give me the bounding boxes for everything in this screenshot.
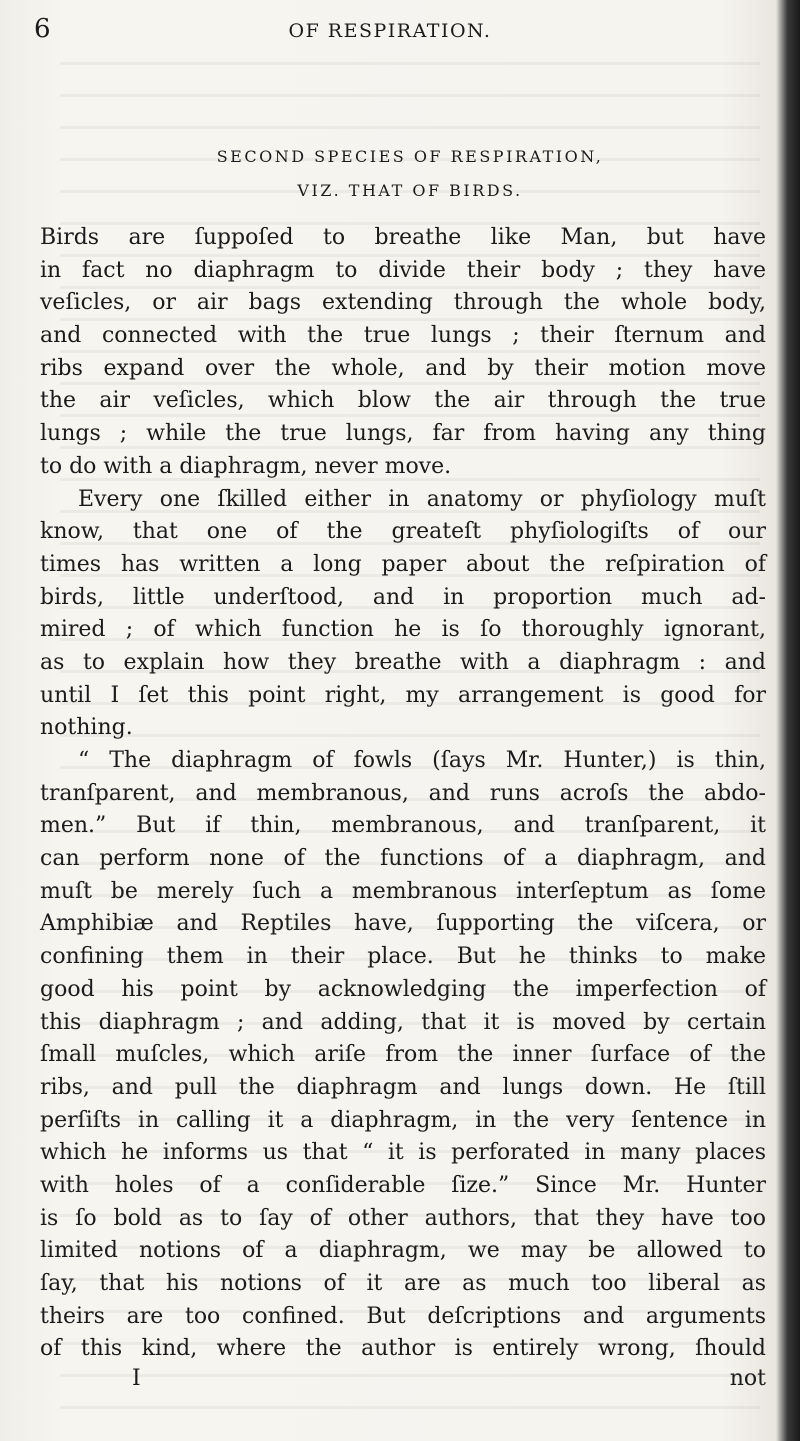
text-line: ribs expand over the whole, and by their motion move (40, 355, 766, 381)
section-title-line-2: VIZ. THAT OF BIRDS. (297, 181, 523, 200)
text-line: to do with a diaphragm, never move. (40, 453, 452, 479)
text-line: ſmall muſcles, which ariſe from the inner ſurface of the (40, 1042, 766, 1068)
text-line: “ The diaphragm of fowls (ſays Mr. Hunter,) is thin, (78, 748, 766, 773)
text-line: tranſparent, and membranous, and runs acroſs the abdo- (40, 780, 766, 806)
text-line: confining them in their place. But he thinks to make (40, 944, 766, 970)
text-line: and connected with the true lungs ; their ſternum and (40, 323, 766, 349)
signature-mark: I (132, 1366, 141, 1391)
text-line: theirs are too confined. But deſcriptions and arguments (40, 1303, 766, 1329)
page-header (0, 14, 780, 50)
page-footer (40, 1360, 766, 1400)
text-line: perſiſts in calling it a diaphragm, in the very ſentence in (40, 1107, 766, 1133)
text-line: ribs, and pull the diaphragm and lungs down. He ſtill (40, 1074, 766, 1100)
running-head: OF RESPIRATION. (288, 20, 492, 42)
section-title-line-1: SECOND SPECIES OF RESPIRATION, (216, 147, 604, 166)
text-line: this diaphragm ; and adding, that it is moved by certain (40, 1009, 766, 1035)
text-line: is ſo bold as to ſay of other authors, that they have too (40, 1205, 766, 1231)
text-line: which he informs us that “ it is perforated in many places (40, 1140, 766, 1166)
text-line: mired ; of which function he is ſo thoroughly ignorant, (40, 617, 766, 643)
text-line: in fact no diaphragm to divide their body ; they have (40, 257, 766, 283)
text-line: birds, little underſtood, and in proportion much ad- (40, 584, 766, 610)
section-title (40, 140, 780, 208)
text-line: times has written a long paper about the reſpiration of (40, 551, 766, 577)
text-line: men.” But if thin, membranous, and tranſparent, it (40, 813, 766, 839)
text-line: with holes of a conſiderable ſize.” Since Mr. Hunter (40, 1172, 766, 1198)
text-line: the air veſicles, which blow the air through the true (40, 388, 766, 414)
text-line: lungs ; while the true lungs, far from having any thing (40, 421, 766, 447)
text-line: as to explain how they breathe with a diaphragm : and (40, 649, 766, 675)
text-line: of this kind, where the author is entirely wrong, ſhould (40, 1336, 766, 1362)
page-number: 6 (34, 14, 51, 44)
text-line: limited notions of a diaphragm, we may be allowed to (40, 1238, 766, 1264)
text-line: know, that one of the greateſt phyſiologiſts of our (40, 519, 766, 545)
text-line: veſicles, or air bags extending through the whole body, (40, 290, 766, 316)
text-line: good his point by acknowledging the imperfection of (40, 976, 766, 1002)
text-line: nothing. (40, 715, 133, 741)
text-line: Birds are ſuppoſed to breathe like Man, but have (40, 225, 766, 250)
text-line: until I ſet this point right, my arrangement is good for (40, 682, 766, 708)
text-line: muſt be merely ſuch a membranous interſeptum as ſome (40, 878, 766, 904)
text-line: ſay, that his notions of it are as much too liberal as (40, 1271, 766, 1296)
catchword: not (729, 1366, 766, 1391)
body-text (40, 222, 766, 1366)
text-line: can perform none of the functions of a diaphragm, and (40, 846, 766, 872)
text-line: Every one ſkilled either in anatomy or phyſiology muſt (78, 486, 766, 512)
text-line: Amphibiæ and Reptiles have, ſupporting the viſcera, or (40, 911, 766, 937)
